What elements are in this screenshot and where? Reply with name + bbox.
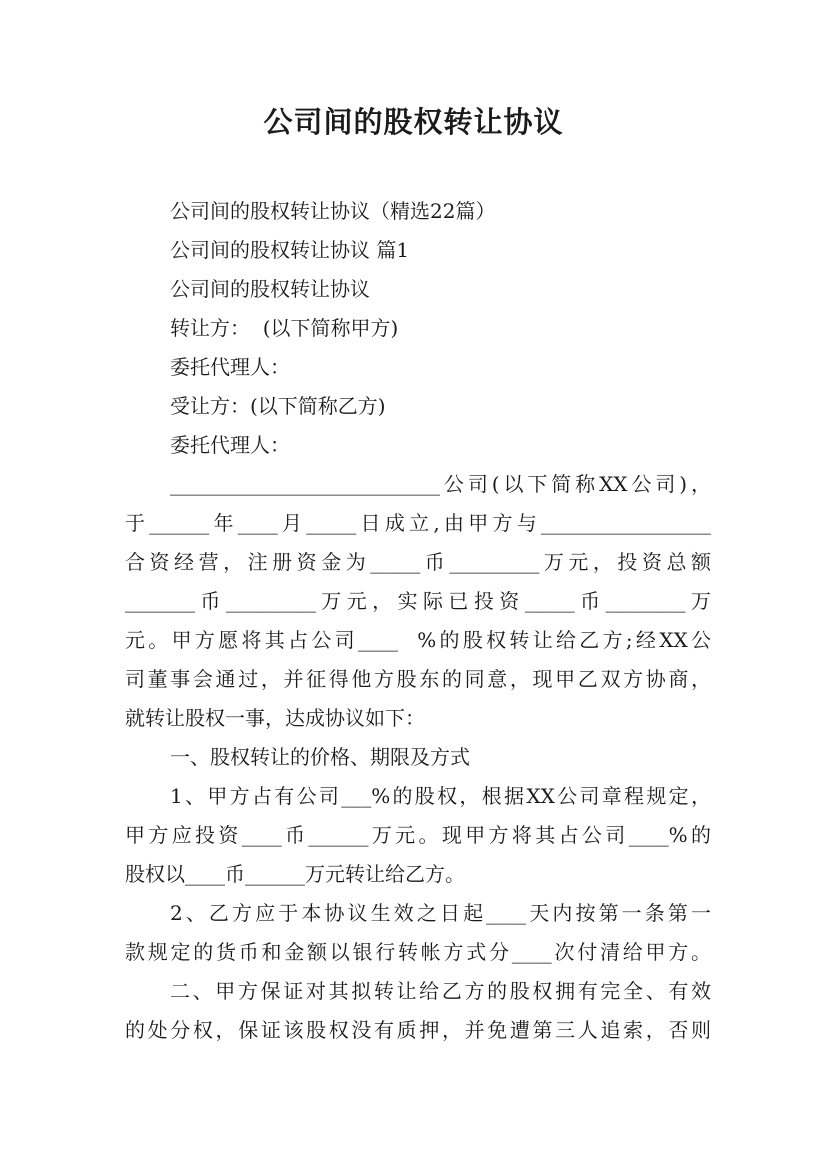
paragraph-line: 司董事会通过，并征得他方股东的同意，现甲乙双方协商， [125, 667, 711, 691]
paragraph-line: 款规定的货币和金额以银行转帐方式分____次付清给甲方。 [125, 940, 711, 964]
section-heading: 公司间的股权转让协议 篇1 [170, 238, 410, 262]
paragraph-line: 的处分权，保证该股权没有质押，并免遭第三人追索，否则 [125, 1018, 711, 1042]
transferee-line: 受让方：(以下简称乙方) [170, 394, 386, 418]
transferor-agent-line: 委托代理人： [170, 355, 290, 379]
paragraph-line: 二、甲方保证对其拟转让给乙方的股权拥有完全、有效 [170, 979, 711, 1003]
paragraph-line: _______币_________万元，实际已投资_____币________万 [125, 589, 711, 613]
transferor-line: 转让方： (以下简称甲方) [170, 316, 399, 340]
paragraph-line: ___________________________公司(以下简称XX公司)， [170, 472, 711, 496]
paragraph-line: 1、甲方占有公司___%的股权，根据XX公司章程规定， [170, 784, 711, 808]
paragraph-line: 就转让股权一事，达成协议如下： [125, 706, 425, 730]
clause-heading: 一、股权转让的价格、期限及方式 [170, 745, 470, 769]
paragraph-line: 合资经营，注册资金为_____币_________万元，投资总额 [125, 550, 711, 574]
paragraph-line: 甲方应投资____币______万元。现甲方将其占公司____%的 [125, 823, 711, 847]
paragraph-line: 2、乙方应于本协议生效之日起____天内按第一条第一 [170, 901, 711, 925]
document-title: 公司间的股权转让协议 [263, 105, 564, 139]
document-subtitle: 公司间的股权转让协议（精选22篇） [170, 199, 496, 223]
agreement-name: 公司间的股权转让协议 [170, 277, 370, 301]
paragraph-line: 于______年____月_____日成立,由甲方与_________________ [125, 511, 711, 535]
paragraph-line: 元。甲方愿将其占公司____ %的股权转让给乙方;经XX公 [125, 628, 711, 652]
paragraph-line: 股权以____币______万元转让给乙方。 [125, 862, 465, 886]
transferee-agent-line: 委托代理人： [170, 433, 290, 457]
